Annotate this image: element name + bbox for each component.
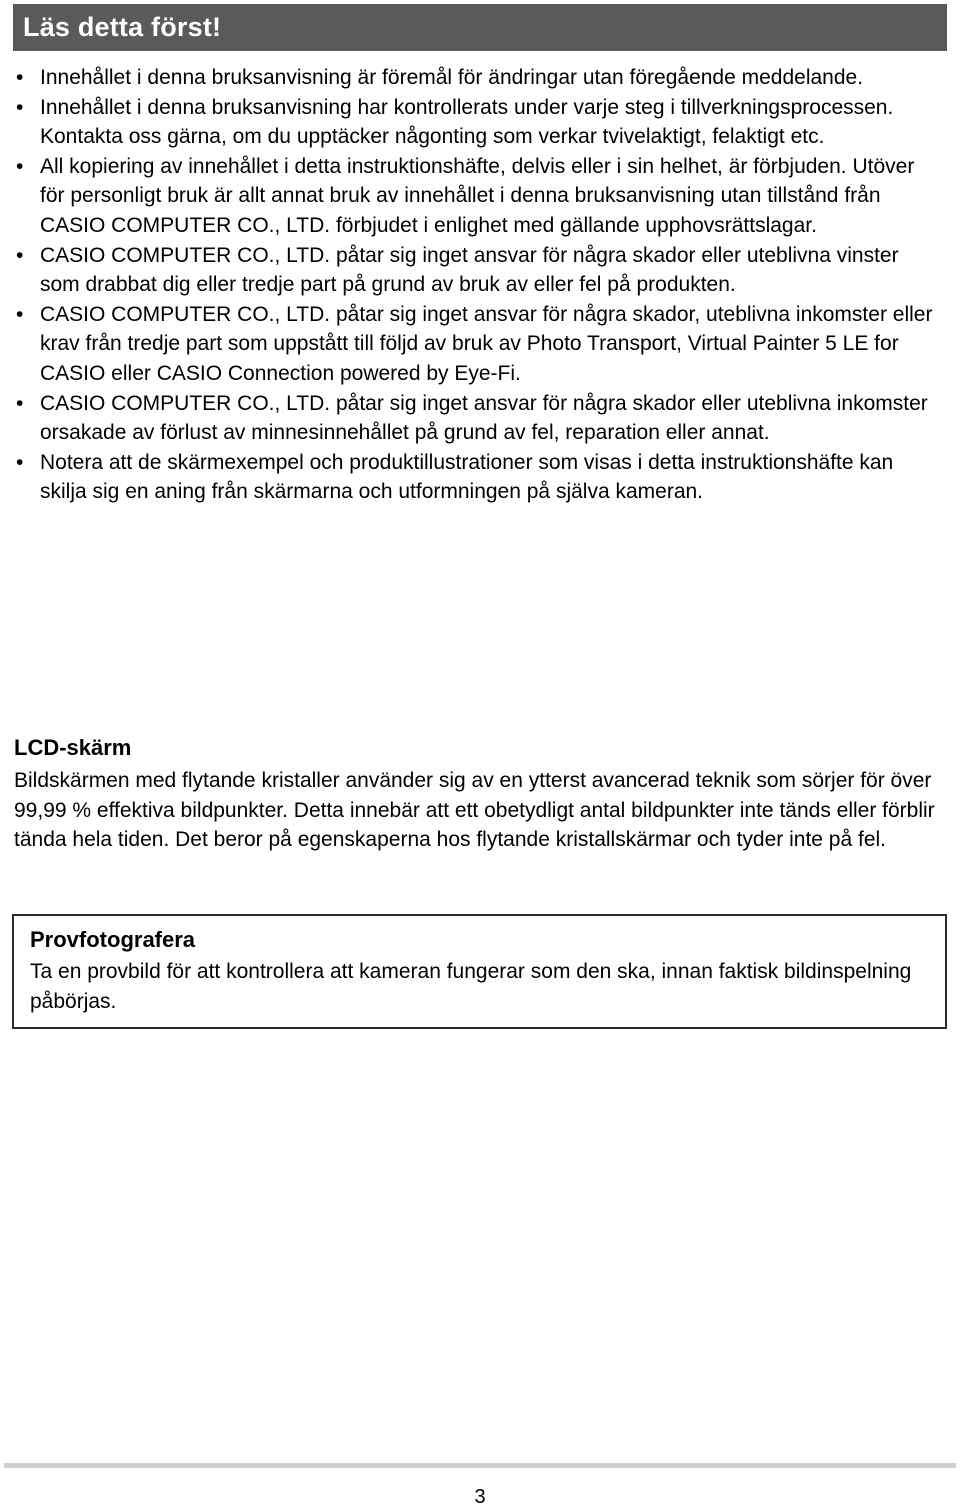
page-number: 3	[474, 1486, 486, 1508]
bullet-icon: •	[16, 391, 24, 415]
list-item-text: CASIO COMPUTER CO., LTD. påtar sig inget ansvar för några skador eller uteblivna inkomster orsakade av förlust av minnesinnehållet på grund av fel, reparation eller annat.	[40, 391, 928, 445]
list-item	[14, 300, 944, 389]
bullet-icon: •	[16, 243, 24, 267]
bullet-icon: •	[16, 95, 24, 119]
notice-list	[14, 63, 944, 507]
note-text: Ta en provbild för att kontrollera att kameran fungerar som den ska, innan faktisk bildinspelning påbörjas.	[30, 960, 912, 1013]
lcd-heading: LCD-skärm	[14, 735, 132, 760]
list-item-text: CASIO COMPUTER CO., LTD. påtar sig inget ansvar för några skador, uteblivna inkomster eller krav från tredje part som uppstått till följd av bruk av Photo Transport, Virtual Painter 5 LE for CASIO eller CASIO Connection powered by Eye-Fi.	[40, 302, 933, 385]
list-item	[14, 93, 944, 152]
page-title: Läs detta först!	[23, 12, 222, 42]
header-bar	[13, 4, 947, 51]
bullet-icon: •	[16, 302, 24, 326]
bullet-icon: •	[16, 154, 24, 178]
list-item	[14, 241, 944, 300]
bullet-icon: •	[16, 66, 24, 89]
list-item-text: All kopiering av innehållet i detta instruktionshäfte, delvis eller i sin helhet, är förbjuden. Utöver för personligt bruk är allt annat bruk av innehållet i denna bruksanvisning utan tillstånd från CASIO COMPUTER CO., LTD. förbjudet i enlighet med gällande upphovsrättslagar.	[40, 154, 915, 237]
list-item	[14, 63, 944, 93]
note-title: Provfotografera	[30, 927, 196, 952]
list-item-text: Innehållet i denna bruksanvisning har kontrollerats under varje steg i tillverkningsprocessen. Kontakta oss gärna, om du upptäcker någonting som verkar tvivelaktigt, felaktigt etc.	[40, 95, 894, 149]
list-item-text: Notera att de skärmexempel och produktillustrationer som visas i detta instruktionshäfte kan skilja sig en aning från skärmarna och utformningen på själva kameran.	[40, 450, 894, 504]
bullet-icon: •	[16, 450, 24, 474]
list-item	[14, 389, 944, 448]
list-item-text: Innehållet i denna bruksanvisning är föremål för ändringar utan föregående meddelande.	[40, 66, 864, 89]
note-box	[12, 914, 947, 1029]
lcd-body: Bildskärmen med flytande kristaller använder sig av en ytterst avancerad teknik som sörjer för över 99,99 % effektiva bildpunkter. Detta innebär att ett obetydligt antal bildpunkter inte tänds eller förblir tända hela tiden. Det beror på egenskaperna hos flytande kristallskärmar och tyder inte på fel.	[14, 769, 935, 852]
list-item	[14, 152, 944, 241]
footer-divider	[4, 1463, 956, 1468]
list-item-text: CASIO COMPUTER CO., LTD. påtar sig inget ansvar för några skador eller uteblivna vinster som drabbat dig eller tredje part på grund av bruk av eller fel på produkten.	[40, 243, 899, 297]
list-item	[14, 448, 944, 507]
